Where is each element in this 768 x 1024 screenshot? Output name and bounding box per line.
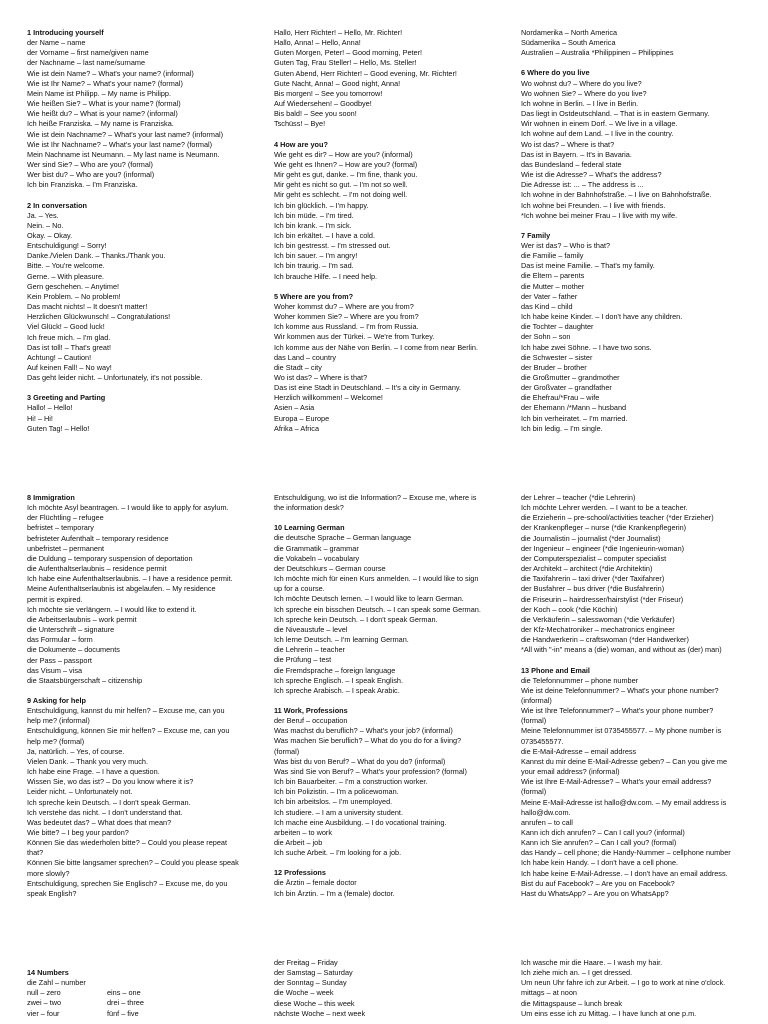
vocab-line: die Woche – week — [274, 988, 334, 998]
vocab-line: nächste Woche – next week — [274, 1008, 366, 1018]
vocab-line: Entschuldigung, wo ist die Information? – Excuse me, where is — [274, 493, 477, 502]
vocab-line: Ich bin Polizistin. – I'm a policewoman. — [274, 787, 399, 797]
vocab-line: Was sind Sie von Beruf? – What's your profession? (formal) — [274, 766, 467, 776]
vocab-line: Was bist du von Beruf? – What do you do? (informal) — [274, 756, 446, 766]
vocab-line: Ich komme aus der Nähe von Berlin. – I come from near Berlin. — [274, 342, 478, 352]
vocab-line: befristeter Aufenthalt – temporary residence — [27, 533, 169, 543]
vocab-line: Ich spreche Englisch. – I speak English. — [274, 675, 403, 685]
vocab-line: Wie heißen Sie? – What is your name? (formal) — [27, 99, 181, 109]
vocab-line: Mir geht es gut, danke. – I'm fine, thank you. — [274, 170, 418, 180]
vocab-line: der Kfz-Mechatroniker – mechatronics engineer — [521, 625, 675, 635]
section-heading: 13 Phone and Email — [521, 665, 590, 675]
vocab-line: Hallo! – Hello! — [27, 403, 73, 413]
vocab-line: Wissen Sie, wo das ist? – Do you know where it is? — [27, 777, 194, 787]
vocab-line: Ich bin Ärztin. – I'm a (female) doctor. — [274, 888, 395, 898]
vocab-line: die Friseurin – hairdresser/hairstylist (*der Friseur) — [521, 594, 684, 604]
vocab-line: Wie ist deine Telefonnummer? – What's your phone number? — [521, 685, 719, 695]
vocab-line: Ich komme aus Russland. – I'm from Russia. — [274, 322, 419, 332]
vocab-line: der Beruf – occupation — [274, 716, 348, 726]
vocab-line: Ich wohne bei Freunden. – I live with friends. — [521, 200, 666, 210]
vocab-line: Danke./Vielen Dank. – Thanks./Thank you. — [27, 251, 166, 261]
vocab-line: die Mittagspause – lunch break — [521, 998, 623, 1008]
vocab-line: Ich spreche Arabisch. – I speak Arabic. — [274, 685, 400, 695]
vocab-line: help me? (formal) — [27, 736, 85, 746]
vocab-line: der Samstag – Saturday — [274, 968, 353, 978]
vocab-line: Mein Name ist Philipp. – My name is Philipp. — [27, 88, 171, 98]
vocab-line: der Flüchtling – refugee — [27, 513, 104, 523]
vocab-line: Das ist toll! – That's great! — [27, 342, 111, 352]
vocab-line: die Journalistin – journalist (*der Journalist) — [521, 533, 661, 543]
vocab-line: die Niveaustufe – level — [274, 624, 348, 634]
vocab-line: die Mutter – mother — [521, 281, 585, 291]
vocab-line: Hallo, Anna! – Hello, Anna! — [274, 38, 361, 48]
number-entry: drei – three — [107, 998, 144, 1008]
vocab-line: die Grammatik – grammar — [274, 543, 359, 553]
vocab-line: Wer ist das? – Who is that? — [521, 240, 611, 250]
vocab-line: der Sohn – son — [521, 332, 571, 342]
vocab-line: Wir kommen aus der Türkei. – We're from Turkey. — [274, 332, 435, 342]
vocab-line: Ich habe eine Aufenthaltserlaubnis. – I have a residence permit. — [27, 574, 233, 584]
vocab-line: Ich wasche mir die Haare. – I wash my hair. — [521, 958, 663, 967]
vocab-line: Asien – Asia — [274, 403, 315, 413]
vocab-line: Entschuldigung, können Sie mir helfen? – Excuse me, can you — [27, 726, 230, 736]
vocab-line: Wie ist Ihre Telefonnummer? – What's your phone number? — [521, 706, 714, 716]
vocab-line: die Dokumente – documents — [27, 645, 120, 655]
vocab-line: Ich suche Arbeit. – I'm looking for a job. — [274, 848, 402, 858]
vocab-line: die Prüfung – test — [274, 655, 332, 665]
vocab-line: die Zahl – number — [27, 978, 86, 988]
vocab-line: diese Woche – this week — [274, 998, 355, 1008]
vocab-line: die Schwester – sister — [521, 352, 593, 362]
vocab-line: die E-Mail-Adresse – email address — [521, 746, 637, 756]
vocab-line: das Visum – visa — [27, 665, 83, 675]
vocab-line: der Computerspezialist – computer specialist — [521, 553, 667, 563]
vocab-line: permit is expired. — [27, 594, 83, 604]
vocab-line: Mir geht es nicht so gut. – I'm not so well. — [274, 180, 408, 190]
vocab-line: der Lehrer – teacher (*die Lehrerin) — [521, 493, 636, 502]
vocab-line: Ich habe zwei Söhne. – I have two sons. — [521, 342, 652, 352]
vocab-line: befristet – temporary — [27, 523, 94, 533]
vocab-line: (informal) — [521, 695, 552, 705]
vocab-line: arbeiten – to work — [274, 827, 333, 837]
vocab-line: more slowly? — [27, 868, 70, 878]
vocab-line: Das ist eine Stadt in Deutschland. – It's a city in Germany. — [274, 383, 462, 393]
vocab-line: die Arbeit – job — [274, 838, 323, 847]
column — [274, 958, 516, 1019]
section-heading: 5 Where are you from? — [274, 291, 354, 301]
vocab-line: Ich spreche kein Deutsch. – I don't speak German. — [27, 797, 191, 807]
number-row — [27, 1009, 269, 1019]
vocab-line: Kein Problem. – No problem! — [27, 291, 121, 301]
vocab-line: Ich freue mich. – I'm glad. — [27, 332, 111, 342]
vocab-line: Wir wohnen in einem Dorf. – We live in a village. — [521, 119, 678, 129]
page-band-1 — [0, 28, 768, 448]
vocab-line: (formal) — [521, 716, 547, 726]
vocab-line: der Pass – passport — [27, 655, 92, 665]
vocab-line: Guten Abend, Herr Richter! – Good evening, Mr. Richter! — [274, 68, 457, 78]
vocab-line: Gern geschehen. – Anytime! — [27, 281, 120, 291]
vocab-line: Wie geht es dir? – How are you? (informal) — [274, 149, 413, 159]
vocab-line: Ich mache eine Ausbildung. – I do vocational training. — [274, 817, 447, 827]
vocab-line: Ich bin Franziska. – I'm Franziska. — [27, 180, 138, 190]
vocab-line: Was machst du beruflich? – What's your job? (informal) — [274, 726, 453, 736]
vocab-line: Wer sind Sie? – Who are you? (formal) — [27, 160, 153, 170]
vocab-line: the information desk? — [274, 503, 344, 513]
vocab-line: Wo wohnst du? – Where do you live? — [521, 78, 642, 88]
vocab-line: Ich lerne Deutsch. – I'm learning German. — [274, 635, 409, 645]
vocab-line: Nordamerika – North America — [521, 28, 618, 37]
vocab-line: Vielen Dank. – Thank you very much. — [27, 756, 149, 766]
vocab-line: Europa – Europe — [274, 413, 330, 423]
vocab-line: der Bruder – brother — [521, 362, 587, 372]
section-heading: 6 Where do you live — [521, 68, 590, 78]
vocab-line: Meine E-Mail-Adresse ist hallo@dw.com. – My email address is — [521, 797, 727, 807]
vocab-line: Ich spreche kein Deutsch. – I don't speak German. — [274, 614, 438, 624]
number-row — [27, 988, 269, 998]
vocab-line: Kannst du mir deine E-Mail-Adresse geben? – Can you give me — [521, 756, 728, 766]
section-heading: 14 Numbers — [27, 968, 69, 977]
column — [521, 28, 763, 434]
vocab-line: die Ärztin – female doctor — [274, 878, 357, 888]
vocab-line: der Großvater – grandfather — [521, 383, 612, 393]
vocab-line: Ich wohne in Berlin. – I live in Berlin. — [521, 98, 639, 108]
vocab-line: Wie bitte? – I beg your pardon? — [27, 828, 129, 837]
vocab-line: die Fremdsprache – foreign language — [274, 665, 396, 675]
vocab-line: Entschuldigung, kannst du mir helfen? – Excuse me, can you — [27, 706, 225, 716]
vocab-line: Bis morgen! – See you tomorrow! — [274, 88, 383, 98]
section-heading: 10 Learning German — [274, 523, 345, 533]
vocab-line: hallo@dw.com. — [521, 807, 571, 817]
number-entry: zwei – two — [27, 998, 62, 1008]
vocab-line: Wer bist du? – Who are you? (informal) — [27, 170, 155, 180]
vocab-line: Ich bin verheiratet. – I'm married. — [521, 413, 628, 423]
vocab-line: das Handy – cell phone; die Handy-Nummer – cellphone number — [521, 848, 731, 858]
vocab-line: unbefristet – permanent — [27, 543, 105, 553]
vocab-line: Bist du auf Facebook? – Are you on Facebook? — [521, 878, 675, 888]
section-heading: 9 Asking for help — [27, 695, 86, 705]
vocab-line: die Lehrerin – teacher — [274, 645, 345, 655]
vocab-line: Wie geht es Ihnen? – How are you? (formal) — [274, 159, 418, 169]
number-entry: fünf – five — [107, 1008, 139, 1018]
vocab-line: das Bundesland – federal state — [521, 159, 622, 169]
vocab-line: der Architekt – architect (*die Architektin) — [521, 564, 653, 574]
vocab-line: mittags – at noon — [521, 988, 577, 998]
vocab-line: Meine Telefonnummer ist 0735455577. – My phone number is — [521, 726, 722, 736]
vocab-line: Wo ist das? – Where is that? — [521, 139, 615, 149]
number-row — [27, 998, 269, 1008]
vocab-line: Das geht leider nicht. – Unfortunately, it's not possible. — [27, 373, 203, 383]
vocab-line: Woher kommst du? – Where are you from? — [274, 301, 414, 311]
vocab-line: Wie heißt du? – What is your name? (informal) — [27, 109, 178, 119]
vocab-line: Hast du WhatsApp? – Are you on WhatsApp? — [521, 888, 669, 898]
vocab-line: Ich möchte Lehrer werden. – I want to be a teacher. — [521, 503, 688, 513]
vocab-line: der Vorname – first name/given name — [27, 48, 149, 58]
vocab-line: Das liegt in Ostdeutschland. – That is in eastern Germany. — [521, 109, 710, 119]
vocab-line: Ich heiße Franziska. – My name is Franziska. — [27, 119, 174, 129]
vocab-line: die Erzieherin – pre-school/activities teacher (*der Erzieher) — [521, 513, 714, 523]
vocab-line: Ich bin traurig. – I'm sad. — [274, 261, 354, 271]
vocab-line: Das ist meine Familie. – That's my family. — [521, 261, 655, 271]
vocab-line: Ich bin erkältet. – I have a cold. — [274, 230, 375, 240]
vocab-line: Auf Wiedersehen! – Goodbye! — [274, 99, 372, 109]
vocab-line: das Kind – child — [521, 301, 573, 311]
vocab-line: die Handwerkerin – craftswoman (*der Handwerker) — [521, 635, 689, 645]
vocab-line: (formal) — [274, 746, 300, 756]
vocab-line: Okay. – Okay. — [27, 230, 73, 240]
section-heading: 8 Immigration — [27, 493, 75, 502]
vocab-line: Ich bin müde. – I'm tired. — [274, 210, 354, 220]
vocab-line: Was machen Sie beruflich? – What do you do for a living? — [274, 736, 462, 746]
vocab-line: der Deutschkurs – German course — [274, 563, 386, 573]
vocab-line: die Verkäuferin – salesswoman (*die Verkäufer) — [521, 614, 675, 624]
vocab-line: Leider nicht. – Unfortunately not. — [27, 787, 133, 797]
vocab-line: Entschuldigung, sprechen Sie Englisch? – Excuse me, do you — [27, 878, 228, 888]
column — [521, 958, 763, 1019]
vocab-line: Achtung! – Caution! — [27, 352, 92, 362]
vocab-line: up for a course. — [274, 584, 325, 594]
vocab-line: Tschüss! – Bye! — [274, 119, 326, 129]
vocab-line: Kann ich Sie anrufen? – Can I call you? (formal) — [521, 838, 677, 848]
vocab-line: Ich brauche Hilfe. – I need help. — [274, 271, 378, 281]
vocab-line: Mir geht es schlecht. – I'm not doing well. — [274, 190, 408, 200]
vocab-line: Hi! – Hi! — [27, 413, 53, 423]
vocab-line: Entschuldigung! – Sorry! — [27, 241, 107, 251]
vocab-line: Ich verstehe das nicht. – I don't understand that. — [27, 807, 183, 817]
vocab-line: die Staatsbürgerschaft – citizenship — [27, 675, 143, 685]
vocab-line: die Ehefrau/*Frau – wife — [521, 393, 600, 403]
vocab-line: die Familie – family — [521, 251, 584, 261]
vocab-line: die Eltern – parents — [521, 271, 585, 281]
vocab-line: *Ich wohne bei meiner Frau – I live with my wife. — [521, 210, 678, 220]
column — [274, 28, 516, 434]
vocab-line: Ich bin krank. – I'm sick. — [274, 220, 352, 230]
vocab-line: Wie ist Ihre E-Mail-Adresse? – What's your email address? — [521, 777, 712, 787]
vocab-line: Was bedeutet das? – What does that mean? — [27, 817, 172, 827]
vocab-line: Wie ist die Adresse? – What's the address? — [521, 170, 662, 180]
column — [27, 968, 269, 1019]
vocab-line: Können Sie das wiederholen bitte? – Could you please repeat — [27, 838, 227, 848]
vocab-line: der Sonntag – Sunday — [274, 978, 347, 988]
vocab-line: Auf keinen Fall! – No way! — [27, 363, 112, 372]
vocab-line: der Nachname – last name/surname — [27, 58, 146, 68]
vocab-line: *All with "-in" means a (die) woman, and without as (der) man) — [521, 645, 722, 655]
vocab-line: die Arbeitserlaubnis – work permit — [27, 614, 137, 624]
vocab-line: Meine Aufenthaltserlaubnis ist abgelaufen. – My residence — [27, 584, 216, 594]
vocab-line: die Stadt – city — [274, 362, 322, 372]
page-band-3 — [0, 958, 768, 1024]
vocab-line: die Vokabeln – vocabulary — [274, 553, 360, 563]
vocab-line: der Ehemann /*Mann – husband — [521, 403, 627, 413]
vocab-line: der Freitag – Friday — [274, 958, 338, 967]
section-heading: 7 Family — [521, 230, 551, 240]
vocab-line: Wo ist das? – Where is that? — [274, 373, 368, 382]
vocab-line: das Land – country — [274, 352, 337, 362]
vocab-line: Ich möchte mich für einen Kurs anmelden. – I would like to sign — [274, 574, 479, 584]
number-entry: null – zero — [27, 988, 61, 998]
vocab-line: help me? (informal) — [27, 716, 90, 726]
vocab-line: die Duldung – temporary suspension of deportation — [27, 553, 193, 563]
vocab-line: Ich wohne in der Bahnhofstraße. – I live on Bahnhofstraße. — [521, 190, 712, 200]
page-band-2 — [0, 493, 768, 913]
vocab-line: der Krankenpfleger – nurse (*die Krankenpflegerin) — [521, 523, 687, 533]
section-heading: 2 In conversation — [27, 200, 88, 210]
vocab-line: speak English? — [27, 888, 77, 898]
vocab-line: Hallo, Herr Richter! – Hello, Mr. Richter! — [274, 28, 403, 37]
vocab-line: Afrika – Africa — [274, 423, 320, 433]
vocab-line: Guten Morgen, Peter! – Good morning, Peter! — [274, 48, 423, 58]
vocab-line: die Telefonnummer – phone number — [521, 675, 639, 685]
vocab-line: Können Sie bitte langsamer sprechen? – Could you please speak — [27, 858, 239, 868]
vocab-line: der Koch – cook (*die Köchin) — [521, 604, 618, 614]
vocab-line: Ich habe eine Frage. – I have a question. — [27, 767, 160, 777]
vocab-line: Guten Tag! – Hello! — [27, 423, 90, 433]
column — [27, 28, 269, 434]
vocab-line: Ja. – Yes. — [27, 210, 59, 220]
vocab-line: der Ingenieur – engineer (*die Ingenieurin-woman) — [521, 543, 685, 553]
vocab-line: Ich studiere. – I am a university student. — [274, 807, 403, 817]
vocab-line: Die Adresse ist: ... – The address is ... — [521, 180, 644, 190]
vocab-line: Gute Nacht, Anna! – Good night, Anna! — [274, 78, 401, 88]
vocab-line: Ja, natürlich. – Yes, of course. — [27, 746, 125, 756]
vocab-line: die deutsche Sprache – German language — [274, 533, 412, 543]
vocab-line: die Taxifahrerin – taxi driver (*der Taxifahrer) — [521, 574, 665, 584]
section-heading: 1 Introducing yourself — [27, 28, 104, 37]
vocab-line: Um neun Uhr fahre ich zur Arbeit. – I go to work at nine o'clock. — [521, 978, 726, 988]
vocab-line: Australien – Australia *Philippinen – Philippines — [521, 48, 674, 58]
vocab-line: Ich möchte sie verlängern. – I would like to extend it. — [27, 604, 197, 614]
vocab-line: Ich habe keine Kinder. – I don't have any children. — [521, 312, 683, 322]
vocab-line: die Unterschrift – signature — [27, 625, 115, 635]
vocab-line: Ich ziehe mich an. – I get dressed. — [521, 968, 633, 978]
vocab-line: Ich habe keine E-Mail-Adresse. – I don't have an email address. — [521, 868, 728, 878]
column — [274, 493, 516, 899]
vocab-line: Viel Glück! – Good luck! — [27, 322, 105, 332]
vocab-line: Woher kommen Sie? – Where are you from? — [274, 312, 419, 322]
vocab-line: Ich bin ledig. – I'm single. — [521, 423, 603, 433]
vocab-line: der Name – name — [27, 38, 86, 48]
vocab-line: Nein. – No. — [27, 220, 64, 230]
section-heading: 11 Work, Professions — [274, 705, 348, 715]
vocab-line: Ich spreche ein bisschen Deutsch. – I can speak some German. — [274, 604, 481, 614]
vocab-line: der Vater – father — [521, 291, 578, 301]
vocab-line: 0735455577. — [521, 736, 564, 746]
vocab-line: Ich bin glücklich. – I'm happy. — [274, 200, 369, 210]
vocab-line: Herzlichen Glückwunsch! – Congratulations! — [27, 312, 171, 322]
vocab-line: Um eins esse ich zu Mittag. – I have lunch at one p.m. — [521, 1008, 697, 1018]
column — [521, 493, 763, 899]
vocab-line: Wie ist Ihr Name? – What's your name? (formal) — [27, 78, 183, 88]
vocab-line: Mein Nachname ist Neumann. – My last name is Neumann. — [27, 149, 220, 159]
vocab-line: die Tochter – daughter — [521, 322, 594, 332]
vocab-line: Das ist in Bayern. – It's in Bavaria. — [521, 149, 632, 159]
vocab-line: anrufen – to call — [521, 817, 573, 827]
vocab-line: Ich bin gestresst. – I'm stressed out. — [274, 241, 391, 251]
column — [27, 493, 269, 899]
vocab-line: Ich habe kein Handy. – I don't have a cell phone. — [521, 858, 679, 868]
vocab-line: your email address? (informal) — [521, 767, 620, 777]
section-heading: 3 Greeting and Parting — [27, 393, 106, 403]
vocab-line: Ich bin arbeitslos. – I'm unemployed. — [274, 797, 393, 807]
vocab-line: Herzlich willkommen! – Welcome! — [274, 393, 383, 403]
section-heading: 12 Professions — [274, 868, 326, 878]
vocab-line: das Formular – form — [27, 635, 93, 645]
vocab-line: Bis bald! – See you soon! — [274, 109, 357, 119]
vocab-line: Wie ist Ihr Nachname? – What's your last name? (formal) — [27, 139, 213, 149]
vocab-line: Wie ist dein Name? – What's your name? (informal) — [27, 68, 194, 78]
vocab-line: die Großmutter – grandmother — [521, 373, 620, 382]
vocab-line: Ich bin Bauarbeiter. – I'm a construction worker. — [274, 777, 428, 787]
vocab-line: der Busfahrer – bus driver (*die Busfahrerin) — [521, 584, 665, 594]
number-entry: eins – one — [107, 988, 141, 998]
vocab-line: Wie ist dein Nachname? – What's your last name? (informal) — [27, 129, 224, 139]
vocab-line: Bitte. – You're welcome. — [27, 261, 105, 271]
vocab-line: Ich wohne auf dem Land. – I live in the country. — [521, 129, 674, 139]
number-entry: vier – four — [27, 1008, 60, 1018]
vocab-line: Ich bin sauer. – I'm angry! — [274, 251, 358, 261]
section-heading: 4 How are you? — [274, 139, 328, 149]
vocab-line: Wo wohnen Sie? – Where do you live? — [521, 88, 647, 98]
vocab-line: die Aufenthaltserlaubnis – residence permit — [27, 564, 167, 574]
vocab-line: Ich möchte Deutsch lernen. – I would like to learn German. — [274, 594, 464, 604]
vocab-line: Das macht nichts! – It doesn't matter! — [27, 302, 148, 312]
vocab-line: (formal) — [521, 787, 547, 797]
vocab-line: Kann ich dich anrufen? – Can I call you? (informal) — [521, 828, 685, 837]
vocab-line: Gerne. – With pleasure. — [27, 271, 105, 281]
vocab-line: Ich möchte Asyl beantragen. – I would like to apply for asylum. — [27, 503, 229, 513]
vocab-line: Südamerika – South America — [521, 38, 616, 48]
vocab-line: that? — [27, 848, 44, 858]
vocab-line: Guten Tag, Frau Steller! – Hello, Ms. Steller! — [274, 58, 417, 68]
